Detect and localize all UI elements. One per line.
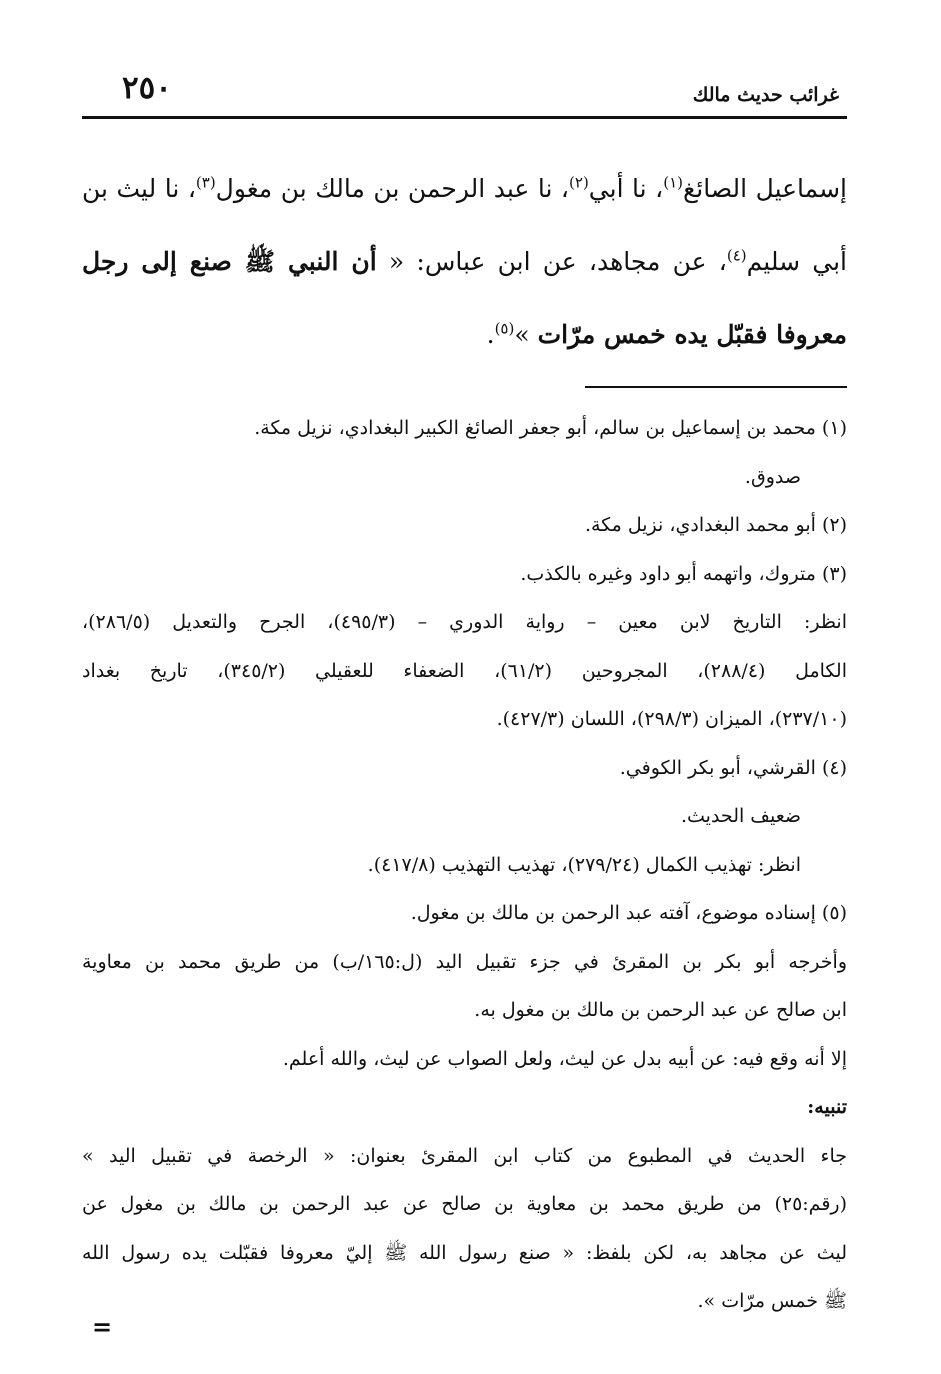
footnote-line: (٣) متروك، واتهمه أبو داود وغيره بالكذب.: [520, 562, 847, 585]
page-number: ٢٥٠: [122, 70, 172, 106]
footnote-line: (١) محمد بن إسماعيل بن سالم، أبو جعفر الصائغ الكبير البغدادي، نزيل مكة.: [254, 417, 847, 439]
header-rule: [82, 116, 847, 119]
footnote-line: الكامل (٢٨٨/٤)، المجروحين (٦١/٢)، الضعفاء للعقيلي (٣٤٥/٢)، تاريخ بغداد: [82, 659, 847, 682]
running-title: غرائب حديث مالك: [692, 84, 839, 106]
footnote-ref-3: (٣): [195, 173, 216, 192]
main-text-segment: ، نا أبي: [588, 174, 664, 203]
footnote-ref-2: (٢): [569, 173, 589, 192]
main-text: [82, 152, 847, 371]
footnote-line: ليث عن مجاهد به، لكن بلفظ: « صنع رسول الله ﷺ إليّ معروفا فقبّلت يده رسول الله: [82, 1241, 847, 1264]
footnote-line: (رقم:٢٥) من طريق محمد بن معاوية بن صالح عن عبد الرحمن بن مالك بن مغول عن: [82, 1193, 847, 1215]
footnote-ref-1: (١): [663, 173, 683, 192]
footnote-line: (٢٣٧/١٠)، الميزان (٢٩٨/٣)، اللسان (٤٢٧/٣).: [496, 708, 847, 730]
main-text-segment: .: [486, 320, 495, 349]
footnote-line: انظر: تهذيب الكمال (٢٧٩/٢٤)، تهذيب التهذيب (٤١٧/٨).: [367, 853, 801, 876]
footnote-line: صدوق.: [744, 465, 801, 488]
note-heading: تنبيه:: [807, 1096, 847, 1118]
continuation-mark: =: [92, 1312, 113, 1341]
main-text-segment: ، نا عبد الرحمن بن مالك بن مغول: [215, 174, 570, 203]
footnote-line: جاء الحديث في المطبوع من كتاب ابن المقرئ بعنوان: « الرخصة في تقبيل اليد »: [82, 1144, 847, 1167]
footnote-line: ضعيف الحديث.: [680, 805, 801, 827]
footnote-ref-5: (٥): [494, 319, 515, 338]
main-text-segment: »: [514, 320, 538, 349]
footnote-line: (٤) القرشي، أبو بكر الكوفي.: [619, 756, 847, 779]
footnote-line: وأخرجه أبو بكر بن المقرئ في جزء تقبيل اليد (ل:١٦٥/ب) من طريق محمد بن معاوية: [82, 950, 847, 973]
footnote-line: انظر: التاريخ لابن معين – رواية الدوري – (٤٩٥/٣)، الجرح والتعديل (٢٨٦/٥)،: [82, 611, 847, 633]
book-page: [82, 0, 847, 1374]
main-text-segment: ، نا ليث بن أبي سليم: [82, 174, 847, 276]
footnote-separator: [585, 386, 847, 388]
footnote-line: إلا أنه وقع فيه: عن أبيه بدل عن ليث، ولعل الصواب عن ليث، والله أعلم.: [282, 1047, 847, 1070]
hadith-text: أن النبي ﷺ صنع إلى رجل معروفا فقبّل يده خمس مرّات: [82, 247, 847, 349]
footnote-line: (٢) أبو محمد البغدادي، نزيل مكة.: [584, 514, 847, 536]
footnote-line: ﷺ خمس مرّات ».: [697, 1290, 847, 1312]
footnotes: [82, 404, 847, 1326]
footnote-line: (٥) إسناده موضوع، آفته عبد الرحمن بن مالك بن مغول.: [410, 902, 847, 924]
page-header: [82, 64, 847, 114]
footnote-ref-4: (٤): [726, 246, 747, 265]
footnote-line: ابن صالح عن عبد الرحمن بن مالك بن مغول به.: [474, 999, 847, 1021]
main-text-segment: إسماعيل الصائغ: [683, 174, 847, 203]
main-text-segment: ، عن مجاهد، عن ابن عباس: «: [376, 247, 727, 276]
